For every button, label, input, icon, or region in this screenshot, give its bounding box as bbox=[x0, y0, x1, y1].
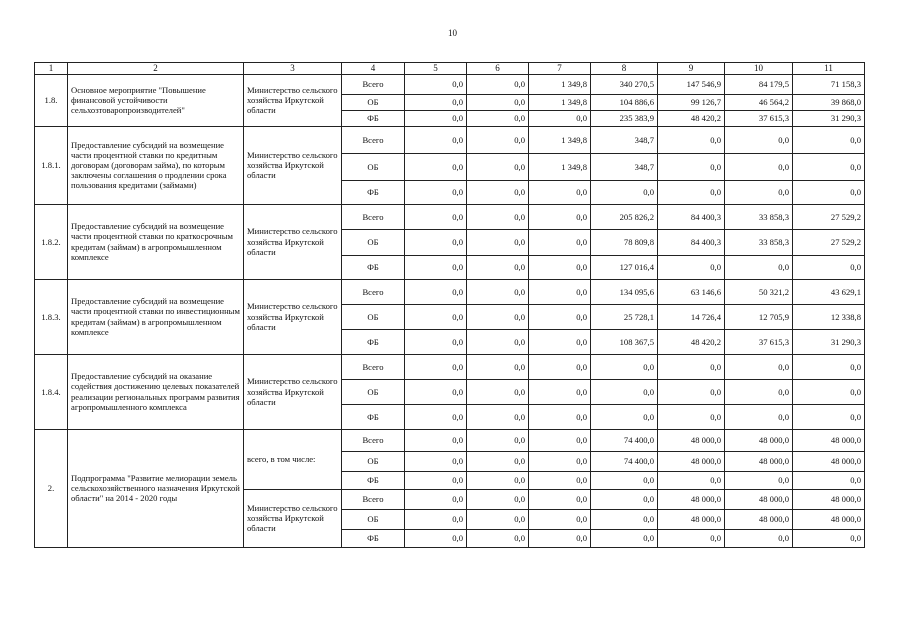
funding-source: ФБ bbox=[342, 471, 405, 489]
value-cell: 12 705,9 bbox=[725, 304, 793, 329]
value-cell: 84 400,3 bbox=[658, 204, 725, 229]
value-cell: 0,0 bbox=[658, 126, 725, 153]
value-cell: 104 886,6 bbox=[591, 94, 658, 110]
header-cell: 5 bbox=[405, 63, 467, 75]
funding-source: ОБ bbox=[342, 153, 405, 180]
value-cell: 0,0 bbox=[658, 471, 725, 489]
value-cell: 1 349,8 bbox=[529, 74, 591, 94]
value-cell: 0,0 bbox=[467, 74, 529, 94]
value-cell: 0,0 bbox=[467, 329, 529, 354]
funding-source: ОБ bbox=[342, 509, 405, 529]
value-cell: 0,0 bbox=[591, 529, 658, 547]
value-cell: 0,0 bbox=[529, 529, 591, 547]
item-code: 1.8.4. bbox=[35, 354, 68, 429]
value-cell: 99 126,7 bbox=[658, 94, 725, 110]
value-cell: 0,0 bbox=[725, 354, 793, 379]
value-cell: 33 858,3 bbox=[725, 229, 793, 255]
value-cell: 0,0 bbox=[591, 180, 658, 204]
value-cell: 27 529,2 bbox=[793, 204, 865, 229]
value-cell: 0,0 bbox=[405, 379, 467, 404]
value-cell: 0,0 bbox=[793, 153, 865, 180]
executor: Министерство сельского хозяйства Иркутской области bbox=[244, 489, 342, 547]
executor: Министерство сельского хозяйства Иркутской области bbox=[244, 279, 342, 354]
value-cell: 340 270,5 bbox=[591, 74, 658, 94]
table-row bbox=[35, 126, 865, 153]
value-cell: 0,0 bbox=[467, 229, 529, 255]
funding-source: ОБ bbox=[342, 304, 405, 329]
value-cell: 39 868,0 bbox=[793, 94, 865, 110]
value-cell: 205 826,2 bbox=[591, 204, 658, 229]
executor: Министерство сельского хозяйства Иркутской области bbox=[244, 354, 342, 429]
value-cell: 37 615,3 bbox=[725, 329, 793, 354]
value-cell: 0,0 bbox=[467, 379, 529, 404]
value-cell: 0,0 bbox=[405, 153, 467, 180]
value-cell: 25 728,1 bbox=[591, 304, 658, 329]
value-cell: 0,0 bbox=[793, 379, 865, 404]
value-cell: 348,7 bbox=[591, 153, 658, 180]
value-cell: 0,0 bbox=[725, 471, 793, 489]
value-cell: 0,0 bbox=[405, 329, 467, 354]
budget-table bbox=[34, 62, 865, 548]
header-cell: 6 bbox=[467, 63, 529, 75]
item-code: 1.8.3. bbox=[35, 279, 68, 354]
value-cell: 0,0 bbox=[405, 255, 467, 279]
value-cell: 0,0 bbox=[793, 255, 865, 279]
header-cell: 8 bbox=[591, 63, 658, 75]
funding-source: ФБ bbox=[342, 110, 405, 126]
value-cell: 33 858,3 bbox=[725, 204, 793, 229]
value-cell: 0,0 bbox=[658, 354, 725, 379]
value-cell: 48 420,2 bbox=[658, 110, 725, 126]
value-cell: 0,0 bbox=[467, 489, 529, 509]
value-cell: 43 629,1 bbox=[793, 279, 865, 304]
value-cell: 0,0 bbox=[405, 489, 467, 509]
value-cell: 1 349,8 bbox=[529, 126, 591, 153]
value-cell: 0,0 bbox=[405, 451, 467, 471]
value-cell: 1 349,8 bbox=[529, 94, 591, 110]
value-cell: 0,0 bbox=[793, 471, 865, 489]
value-cell: 0,0 bbox=[725, 404, 793, 429]
value-cell: 0,0 bbox=[591, 404, 658, 429]
value-cell: 0,0 bbox=[529, 204, 591, 229]
value-cell: 0,0 bbox=[658, 153, 725, 180]
value-cell: 0,0 bbox=[529, 180, 591, 204]
value-cell: 0,0 bbox=[405, 429, 467, 451]
funding-source: Всего bbox=[342, 354, 405, 379]
value-cell: 0,0 bbox=[467, 126, 529, 153]
value-cell: 31 290,3 bbox=[793, 329, 865, 354]
funding-source: ОБ bbox=[342, 229, 405, 255]
funding-source: Всего bbox=[342, 74, 405, 94]
funding-source: Всего bbox=[342, 126, 405, 153]
value-cell: 48 000,0 bbox=[658, 509, 725, 529]
table-body bbox=[35, 74, 865, 547]
table-row bbox=[35, 429, 865, 451]
value-cell: 48 000,0 bbox=[725, 429, 793, 451]
value-cell: 48 000,0 bbox=[725, 509, 793, 529]
funding-source: ФБ bbox=[342, 404, 405, 429]
funding-source: Всего bbox=[342, 204, 405, 229]
value-cell: 0,0 bbox=[467, 529, 529, 547]
value-cell: 0,0 bbox=[793, 126, 865, 153]
item-code: 2. bbox=[35, 429, 68, 547]
value-cell: 0,0 bbox=[405, 529, 467, 547]
item-code: 1.8.2. bbox=[35, 204, 68, 279]
value-cell: 74 400,0 bbox=[591, 429, 658, 451]
value-cell: 0,0 bbox=[405, 229, 467, 255]
value-cell: 0,0 bbox=[591, 471, 658, 489]
value-cell: 48 000,0 bbox=[658, 489, 725, 509]
value-cell: 0,0 bbox=[793, 404, 865, 429]
value-cell: 0,0 bbox=[467, 429, 529, 451]
header-cell: 2 bbox=[68, 63, 244, 75]
value-cell: 0,0 bbox=[467, 180, 529, 204]
value-cell: 0,0 bbox=[529, 404, 591, 429]
header-cell: 7 bbox=[529, 63, 591, 75]
executor: Министерство сельского хозяйства Иркутской области bbox=[244, 204, 342, 279]
value-cell: 0,0 bbox=[725, 126, 793, 153]
funding-source: ФБ bbox=[342, 329, 405, 354]
value-cell: 0,0 bbox=[467, 471, 529, 489]
funding-source: ФБ bbox=[342, 180, 405, 204]
funding-source: ФБ bbox=[342, 529, 405, 547]
value-cell: 0,0 bbox=[467, 404, 529, 429]
item-name: Предоставление субсидий на возмещение части процентной ставки по краткосрочным кредитам (займам) в агропромышленном комплексе bbox=[68, 204, 244, 279]
header-row bbox=[35, 63, 865, 75]
value-cell: 48 000,0 bbox=[725, 451, 793, 471]
item-name: Подпрограмма "Развитие мелиорации земель сельскохозяйственного назначения Иркутской области" на 2014 - 2020 годы bbox=[68, 429, 244, 547]
header-cell: 3 bbox=[244, 63, 342, 75]
value-cell: 0,0 bbox=[405, 180, 467, 204]
value-cell: 37 615,3 bbox=[725, 110, 793, 126]
item-name: Предоставление субсидий на возмещение части процентной ставки по инвестиционным кредитам (займам) в агропромышленном комплексе bbox=[68, 279, 244, 354]
header-cell: 4 bbox=[342, 63, 405, 75]
value-cell: 0,0 bbox=[793, 180, 865, 204]
value-cell: 0,0 bbox=[725, 255, 793, 279]
value-cell: 0,0 bbox=[467, 304, 529, 329]
page-number: 10 bbox=[448, 28, 457, 38]
value-cell: 0,0 bbox=[529, 509, 591, 529]
value-cell: 14 726,4 bbox=[658, 304, 725, 329]
item-name: Предоставление субсидий на оказание содействия достижению целевых показателей реализации региональных программ развития агропромышленного комплекса bbox=[68, 354, 244, 429]
executor: Министерство сельского хозяйства Иркутской области bbox=[244, 74, 342, 126]
item-code: 1.8. bbox=[35, 74, 68, 126]
item-name: Предоставление субсидий на возмещение части процентной ставки по кредитным договорам (договорам займа), по которым заключены соглашения о продлении срока пользования кредитами (займами) bbox=[68, 126, 244, 204]
value-cell: 0,0 bbox=[529, 279, 591, 304]
executor: всего, в том числе: bbox=[244, 429, 342, 489]
value-cell: 0,0 bbox=[405, 279, 467, 304]
value-cell: 0,0 bbox=[467, 94, 529, 110]
value-cell: 0,0 bbox=[793, 529, 865, 547]
value-cell: 0,0 bbox=[658, 379, 725, 404]
value-cell: 0,0 bbox=[529, 379, 591, 404]
table-row bbox=[35, 279, 865, 304]
table-row bbox=[35, 204, 865, 229]
value-cell: 0,0 bbox=[658, 529, 725, 547]
value-cell: 27 529,2 bbox=[793, 229, 865, 255]
value-cell: 0,0 bbox=[529, 255, 591, 279]
value-cell: 0,0 bbox=[529, 304, 591, 329]
funding-source: ОБ bbox=[342, 94, 405, 110]
table-row bbox=[35, 74, 865, 94]
funding-source: Всего bbox=[342, 489, 405, 509]
value-cell: 0,0 bbox=[529, 429, 591, 451]
value-cell: 0,0 bbox=[467, 279, 529, 304]
value-cell: 0,0 bbox=[529, 329, 591, 354]
value-cell: 63 146,6 bbox=[658, 279, 725, 304]
value-cell: 134 095,6 bbox=[591, 279, 658, 304]
value-cell: 78 809,8 bbox=[591, 229, 658, 255]
value-cell: 0,0 bbox=[529, 229, 591, 255]
header-cell: 1 bbox=[35, 63, 68, 75]
value-cell: 46 564,2 bbox=[725, 94, 793, 110]
value-cell: 31 290,3 bbox=[793, 110, 865, 126]
value-cell: 0,0 bbox=[658, 180, 725, 204]
value-cell: 0,0 bbox=[725, 180, 793, 204]
value-cell: 84 179,5 bbox=[725, 74, 793, 94]
funding-source: ФБ bbox=[342, 255, 405, 279]
value-cell: 0,0 bbox=[793, 354, 865, 379]
value-cell: 84 400,3 bbox=[658, 229, 725, 255]
value-cell: 0,0 bbox=[467, 451, 529, 471]
funding-source: ОБ bbox=[342, 379, 405, 404]
value-cell: 0,0 bbox=[405, 509, 467, 529]
value-cell: 0,0 bbox=[405, 304, 467, 329]
header-cell: 10 bbox=[725, 63, 793, 75]
value-cell: 0,0 bbox=[658, 404, 725, 429]
value-cell: 0,0 bbox=[467, 153, 529, 180]
value-cell: 348,7 bbox=[591, 126, 658, 153]
value-cell: 0,0 bbox=[529, 451, 591, 471]
value-cell: 127 016,4 bbox=[591, 255, 658, 279]
value-cell: 48 000,0 bbox=[658, 451, 725, 471]
value-cell: 0,0 bbox=[467, 204, 529, 229]
value-cell: 108 367,5 bbox=[591, 329, 658, 354]
value-cell: 0,0 bbox=[658, 255, 725, 279]
value-cell: 12 338,8 bbox=[793, 304, 865, 329]
value-cell: 0,0 bbox=[467, 255, 529, 279]
item-name: Основное мероприятие "Повышение финансовой устойчивости сельхозтоваропроизводителей" bbox=[68, 74, 244, 126]
value-cell: 0,0 bbox=[467, 354, 529, 379]
value-cell: 48 000,0 bbox=[793, 429, 865, 451]
value-cell: 0,0 bbox=[405, 354, 467, 379]
value-cell: 147 546,9 bbox=[658, 74, 725, 94]
header-cell: 11 bbox=[793, 63, 865, 75]
funding-source: Всего bbox=[342, 279, 405, 304]
value-cell: 48 000,0 bbox=[793, 509, 865, 529]
value-cell: 0,0 bbox=[591, 489, 658, 509]
value-cell: 0,0 bbox=[405, 110, 467, 126]
value-cell: 0,0 bbox=[591, 379, 658, 404]
value-cell: 48 000,0 bbox=[793, 489, 865, 509]
value-cell: 48 000,0 bbox=[793, 451, 865, 471]
value-cell: 0,0 bbox=[529, 110, 591, 126]
table-row bbox=[35, 354, 865, 379]
value-cell: 48 420,2 bbox=[658, 329, 725, 354]
funding-source: Всего bbox=[342, 429, 405, 451]
value-cell: 0,0 bbox=[405, 471, 467, 489]
funding-source: ОБ bbox=[342, 451, 405, 471]
value-cell: 0,0 bbox=[725, 379, 793, 404]
value-cell: 0,0 bbox=[467, 509, 529, 529]
value-cell: 0,0 bbox=[725, 153, 793, 180]
value-cell: 0,0 bbox=[467, 110, 529, 126]
value-cell: 0,0 bbox=[405, 204, 467, 229]
value-cell: 0,0 bbox=[529, 354, 591, 379]
item-code: 1.8.1. bbox=[35, 126, 68, 204]
value-cell: 48 000,0 bbox=[658, 429, 725, 451]
value-cell: 235 383,9 bbox=[591, 110, 658, 126]
value-cell: 0,0 bbox=[405, 74, 467, 94]
value-cell: 0,0 bbox=[405, 94, 467, 110]
value-cell: 74 400,0 bbox=[591, 451, 658, 471]
value-cell: 50 321,2 bbox=[725, 279, 793, 304]
value-cell: 0,0 bbox=[405, 404, 467, 429]
value-cell: 0,0 bbox=[529, 489, 591, 509]
value-cell: 0,0 bbox=[529, 471, 591, 489]
value-cell: 1 349,8 bbox=[529, 153, 591, 180]
value-cell: 0,0 bbox=[591, 354, 658, 379]
value-cell: 71 158,3 bbox=[793, 74, 865, 94]
executor: Министерство сельского хозяйства Иркутской области bbox=[244, 126, 342, 204]
value-cell: 0,0 bbox=[725, 529, 793, 547]
value-cell: 0,0 bbox=[591, 509, 658, 529]
value-cell: 0,0 bbox=[405, 126, 467, 153]
value-cell: 48 000,0 bbox=[725, 489, 793, 509]
header-cell: 9 bbox=[658, 63, 725, 75]
